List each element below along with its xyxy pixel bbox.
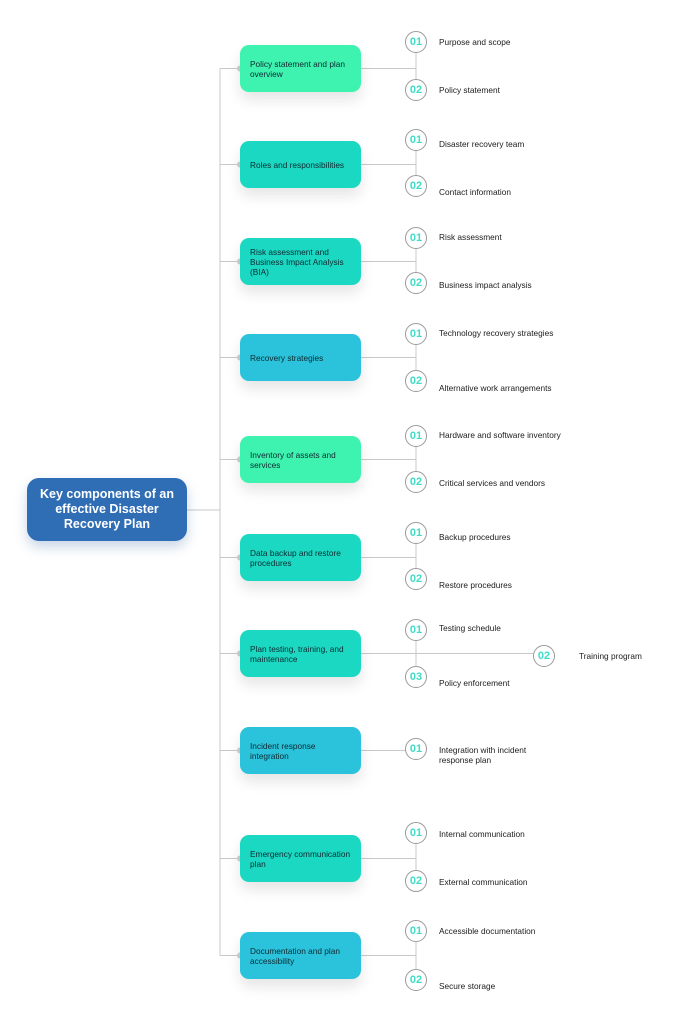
item-label: Policy statement	[439, 85, 500, 95]
item-label: Hardware and software inventory	[439, 430, 561, 440]
item-number-badge: 01	[405, 227, 427, 249]
component-box	[240, 45, 361, 92]
component-label: Recovery strategies	[250, 352, 324, 363]
item-label: Restore procedures	[439, 580, 512, 590]
component-box	[240, 238, 361, 285]
component-label: Data backup and restore procedures	[250, 547, 341, 568]
root-node	[27, 478, 187, 541]
component-box	[240, 727, 361, 774]
component-box	[240, 436, 361, 483]
item-number-badge: 02	[405, 272, 427, 294]
item-number-badge: 02	[405, 568, 427, 590]
item-number-badge: 02	[405, 471, 427, 493]
item-label: Testing schedule	[439, 623, 501, 633]
component-label: Plan testing, training, and maintenance	[250, 643, 344, 664]
item-number-badge: 02	[533, 645, 555, 667]
item-number-badge: 01	[405, 920, 427, 942]
item-number-badge: 01	[405, 522, 427, 544]
component-box	[240, 141, 361, 188]
item-number-badge: 02	[405, 79, 427, 101]
component-label: Policy statement and plan overview	[250, 58, 346, 79]
item-label: Critical services and vendors	[439, 478, 546, 488]
component-label: Incident response integration	[250, 740, 316, 761]
component-box	[240, 534, 361, 581]
item-number-badge: 01	[405, 822, 427, 844]
item-label: Contact information	[439, 187, 511, 197]
item-number-badge: 03	[405, 666, 427, 688]
item-label: Integration with incident response plan	[439, 745, 527, 765]
item-number-badge: 02	[405, 175, 427, 197]
item-label: Technology recovery strategies	[439, 328, 554, 338]
item-number-badge: 02	[405, 370, 427, 392]
item-label: Risk assessment	[439, 232, 502, 242]
item-number-badge: 01	[405, 425, 427, 447]
item-label: Accessible documentation	[439, 926, 536, 936]
item-label: External communication	[439, 877, 528, 887]
component-label: Emergency communication plan	[250, 848, 351, 869]
item-label: Internal communication	[439, 829, 525, 839]
component-label: Risk assessment and Business Impact Analysis (BIA)	[250, 246, 344, 277]
component-label: Roles and responsibilities	[250, 159, 345, 170]
item-number-badge: 02	[405, 870, 427, 892]
component-box	[240, 334, 361, 381]
item-number-badge: 01	[405, 31, 427, 53]
item-label: Training program	[579, 651, 642, 661]
component-box	[240, 835, 361, 882]
root-label: Key components of an effective Disaster Recovery Plan	[39, 487, 175, 531]
component-label: Documentation and plan accessibility	[250, 945, 340, 966]
item-label: Secure storage	[439, 981, 496, 991]
item-number-badge: 01	[405, 129, 427, 151]
component-label: Inventory of assets and services	[250, 449, 336, 470]
item-number-badge: 01	[405, 619, 427, 641]
item-label: Purpose and scope	[439, 37, 511, 47]
item-label: Business impact analysis	[439, 280, 532, 290]
item-number-badge: 01	[405, 738, 427, 760]
item-label: Disaster recovery team	[439, 139, 525, 149]
item-label: Policy enforcement	[439, 678, 510, 688]
item-label: Alternative work arrangements	[439, 383, 552, 393]
component-box	[240, 932, 361, 979]
item-number-badge: 02	[405, 969, 427, 991]
component-box	[240, 630, 361, 677]
item-label: Backup procedures	[439, 532, 511, 542]
item-number-badge: 01	[405, 323, 427, 345]
